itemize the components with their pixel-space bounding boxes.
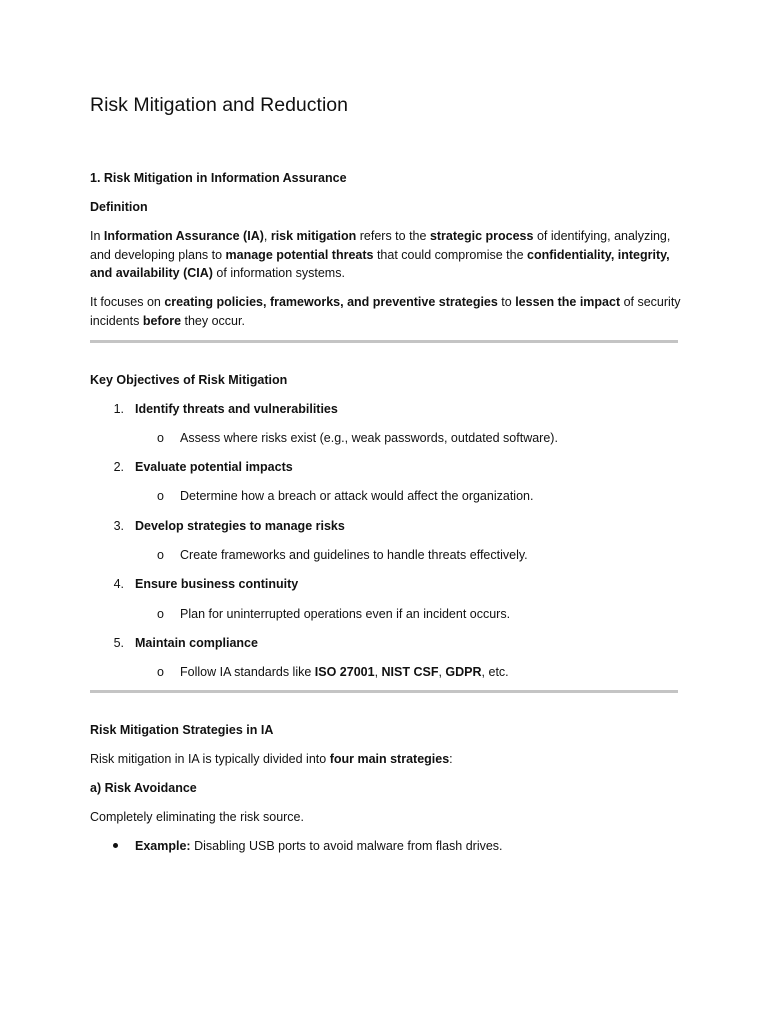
definition-paragraph-line-3: and availability (CIA) of information systems. xyxy=(90,266,345,280)
sub-bullet-marker: o xyxy=(157,665,164,679)
focus-paragraph-line-2: incidents before they occur. xyxy=(90,313,245,328)
list-number: 5. xyxy=(113,636,124,650)
list-number: 1. xyxy=(113,402,124,416)
section-heading: 1. Risk Mitigation in Information Assurance xyxy=(90,171,347,185)
strategies-intro: Risk mitigation in IA is typically divided into four main strategies: xyxy=(90,752,453,766)
list-number: 3. xyxy=(113,519,124,533)
objective-detail: Determine how a breach or attack would affect the organization. xyxy=(180,489,534,503)
avoidance-example: Example: Disabling USB ports to avoid malware from flash drives. xyxy=(135,839,503,853)
objective-title: Maintain compliance xyxy=(135,636,258,650)
objective-detail: Plan for uninterrupted operations even if an incident occurs. xyxy=(180,607,511,621)
objective-detail: Create frameworks and guidelines to handle threats effectively. xyxy=(180,548,528,562)
sub-bullet-marker: o xyxy=(157,548,164,562)
strategies-heading: Risk Mitigation Strategies in IA xyxy=(90,723,274,737)
bullet-dot xyxy=(113,843,118,848)
page-title: Risk Mitigation and Reduction xyxy=(90,94,348,116)
sub-bullet-marker: o xyxy=(157,489,164,503)
definition-heading: Definition xyxy=(90,200,148,214)
definition-paragraph-line-1: In Information Assurance (IA), risk mitigation refers to the strategic process of identifying, analyzing, xyxy=(90,229,671,243)
objective-detail: Assess where risks exist (e.g., weak passwords, outdated software). xyxy=(180,431,558,445)
sub-bullet-marker: o xyxy=(157,431,164,445)
sub-bullet-marker: o xyxy=(157,607,164,621)
objective-title: Identify threats and vulnerabilities xyxy=(135,402,338,416)
list-number: 4. xyxy=(113,577,124,591)
definition-paragraph-line-2: and developing plans to manage potential threats that could compromise the confidentiality, integrity, xyxy=(90,247,670,262)
objective-title: Evaluate potential impacts xyxy=(135,460,293,474)
horizontal-divider xyxy=(90,690,678,693)
objective-title: Ensure business continuity xyxy=(135,577,299,591)
list-number: 2. xyxy=(113,460,124,474)
avoidance-heading: a) Risk Avoidance xyxy=(90,781,197,795)
focus-paragraph-line-1: It focuses on creating policies, frameworks, and preventive strategies to lessen the impact of security xyxy=(90,295,681,309)
horizontal-divider xyxy=(90,340,678,343)
objective-detail: Follow IA standards like ISO 27001, NIST CSF, GDPR, etc. xyxy=(180,665,509,679)
objective-title: Develop strategies to manage risks xyxy=(135,519,345,533)
avoidance-description: Completely eliminating the risk source. xyxy=(90,810,304,824)
objectives-heading: Key Objectives of Risk Mitigation xyxy=(90,373,288,387)
